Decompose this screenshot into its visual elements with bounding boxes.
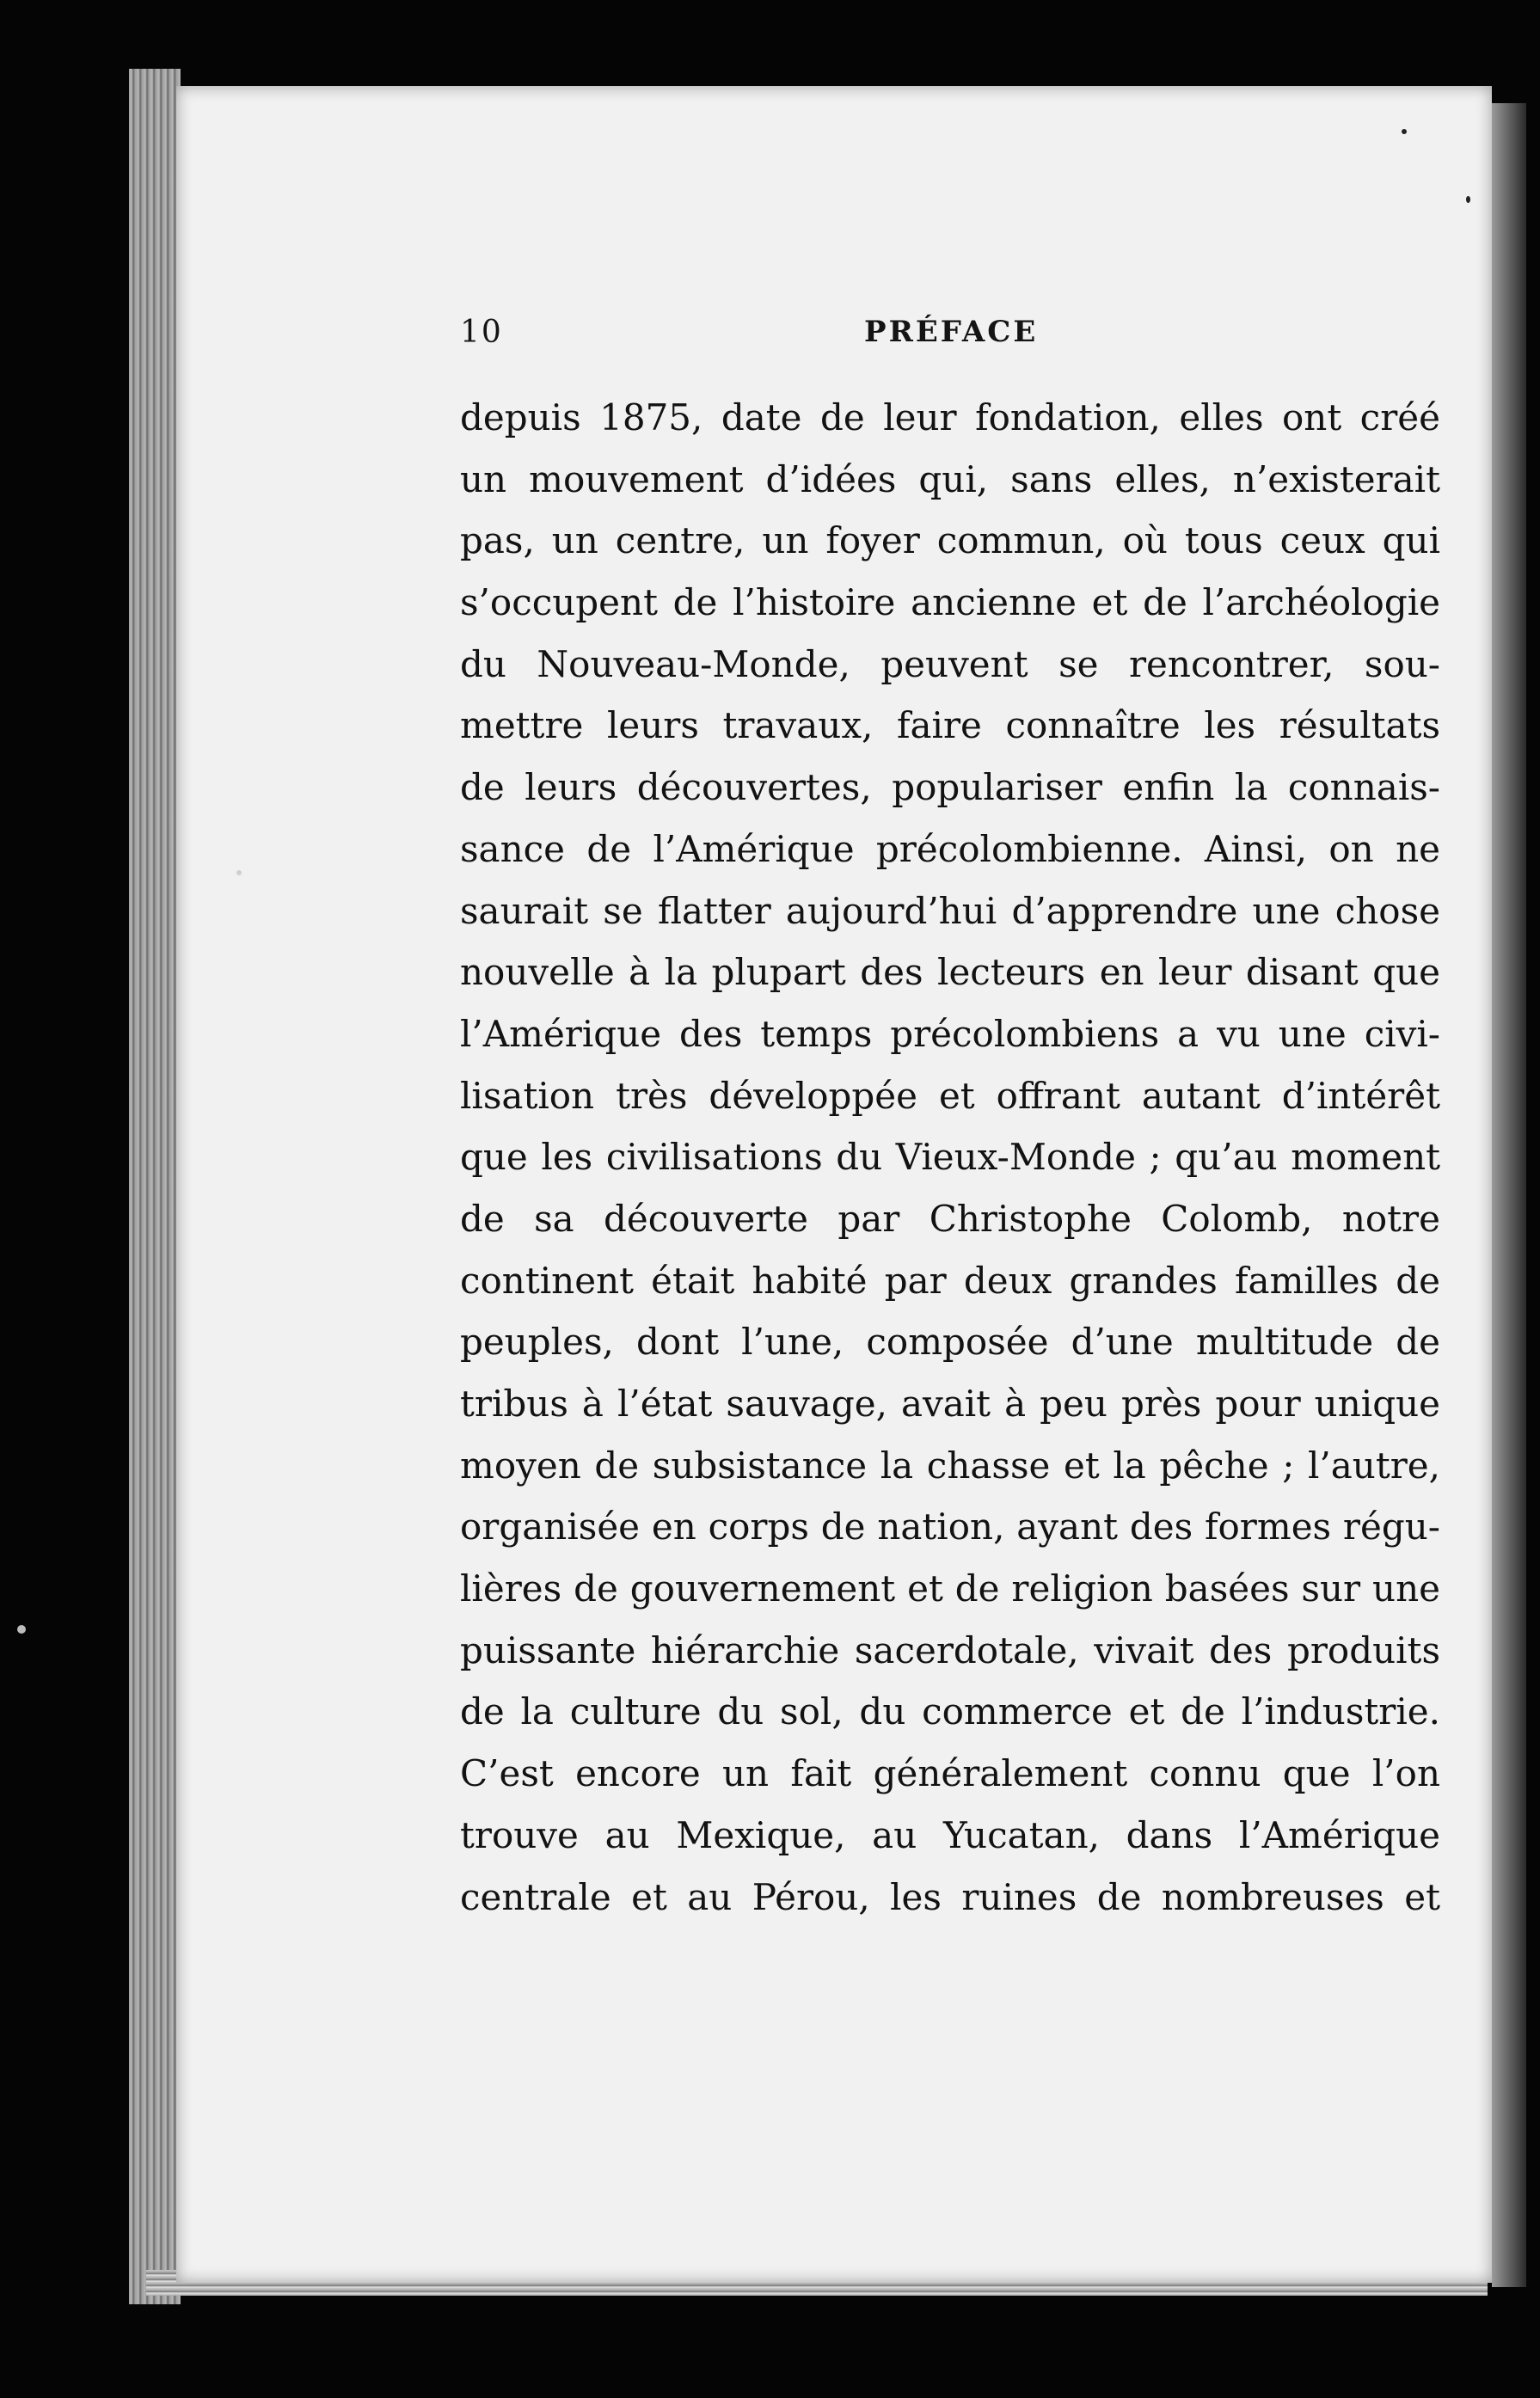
text-line: mettre leurs travaux, faire connaître les résultats bbox=[460, 704, 1440, 747]
text-line: que les civilisations du Vieux-Monde ; qu’au moment bbox=[460, 1136, 1440, 1179]
text-line: l’Amérique des temps précolombiens a vu une civi- bbox=[460, 1012, 1440, 1055]
text-line: centrale et au Pérou, les ruines de nombreuses et bbox=[460, 1875, 1440, 1918]
text-line: pas, un centre, un foyer commun, où tous ceux qui bbox=[460, 519, 1440, 562]
running-title: PRÉFACE bbox=[864, 315, 1039, 349]
text-line: nouvelle à la plupart des lecteurs en leur disant que bbox=[460, 951, 1440, 994]
scan-speck bbox=[236, 870, 242, 875]
text-line: un mouvement d’idées qui, sans elles, n’existerait bbox=[460, 457, 1440, 500]
text-line: tribus à l’état sauvage, avait à peu près pour unique bbox=[460, 1383, 1440, 1425]
text-line: s’occupent de l’histoire ancienne et de l’archéologie bbox=[460, 581, 1440, 624]
scan-speck bbox=[1402, 129, 1407, 134]
scan-speck bbox=[1466, 196, 1470, 203]
text-line: de sa découverte par Christophe Colomb, notre bbox=[460, 1197, 1440, 1240]
text-line: continent était habité par deux grandes familles de bbox=[460, 1259, 1440, 1302]
page-stack-edge bbox=[129, 69, 181, 2304]
text-line: de la culture du sol, du commerce et de l’industrie. bbox=[460, 1690, 1440, 1733]
text-line: de leurs découvertes, populariser enfin la connais- bbox=[460, 766, 1440, 809]
text-line: moyen de subsistance la chasse et la pêche ; l’autre, bbox=[460, 1444, 1440, 1487]
body-text bbox=[460, 387, 1440, 1928]
text-line: du Nouveau-Monde, peuvent se rencontrer, sou- bbox=[460, 642, 1440, 685]
text-line: lières de gouvernement et de religion basées sur une bbox=[460, 1567, 1440, 1610]
text-line: lisation très développée et offrant autant d’intérêt bbox=[460, 1074, 1440, 1117]
running-head bbox=[460, 310, 1440, 361]
text-line: puissante hiérarchie sacerdotale, vivait des produits bbox=[460, 1628, 1440, 1671]
text-line: sance de l’Amérique précolombienne. Ainsi, on ne bbox=[460, 827, 1440, 870]
text-line: depuis 1875, date de leur fondation, elles ont créé bbox=[460, 396, 1440, 439]
text-line: trouve au Mexique, au Yucatan, dans l’Amérique bbox=[460, 1813, 1440, 1856]
scan-speck bbox=[17, 1625, 26, 1634]
text-line: organisée en corps de nation, ayant des formes régu- bbox=[460, 1506, 1440, 1549]
page-right-edge bbox=[1492, 103, 1526, 2287]
text-line: peuples, dont l’une, composée d’une multitude de bbox=[460, 1321, 1440, 1364]
page-number: 10 bbox=[460, 315, 503, 350]
text-line: saurait se flatter aujourd’hui d’apprendre une chose bbox=[460, 889, 1440, 932]
text-line: C’est encore un fait généralement connu que l’on bbox=[460, 1752, 1440, 1795]
